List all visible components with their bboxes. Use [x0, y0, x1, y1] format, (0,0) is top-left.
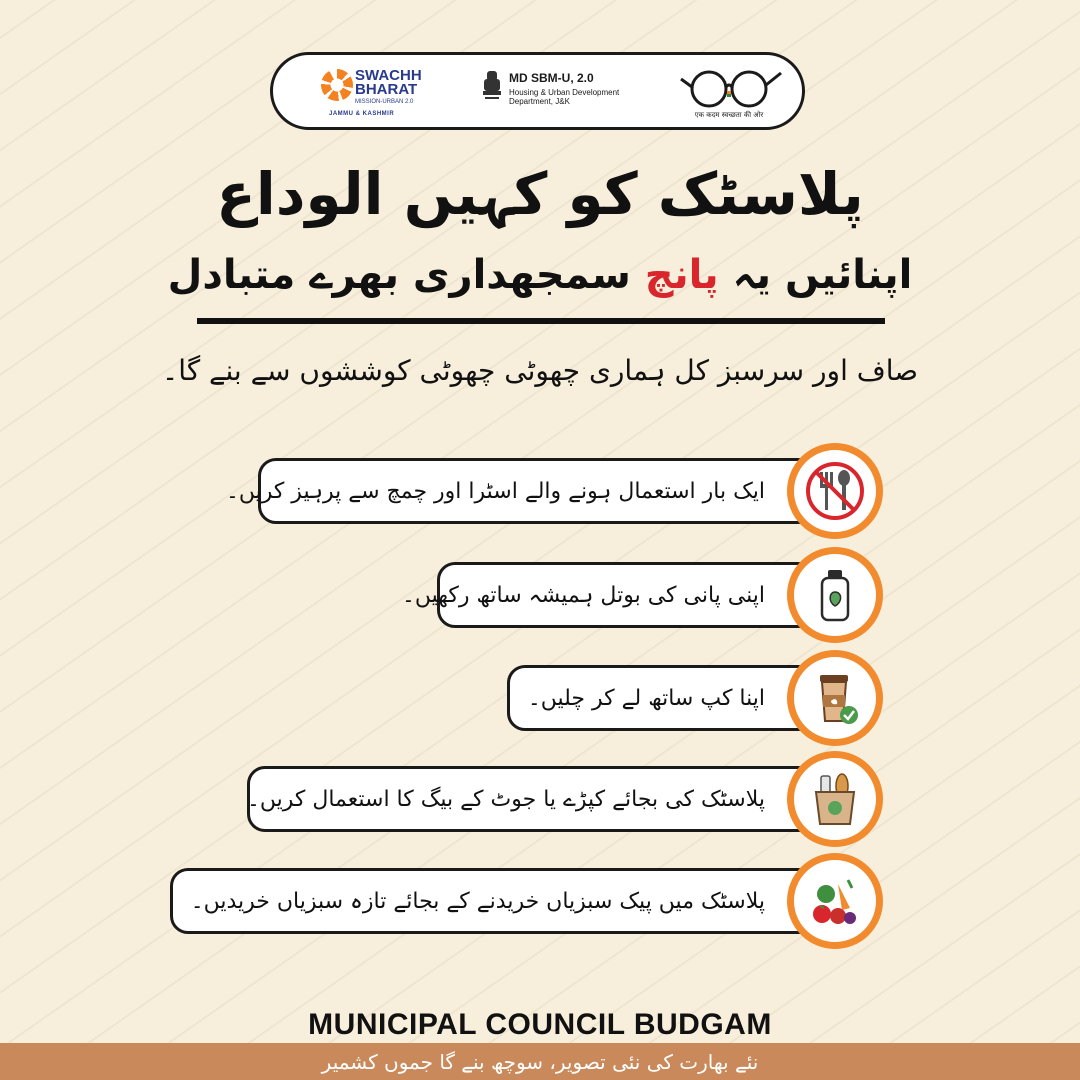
- tip-item: [402, 562, 816, 628]
- page-subtitle: [0, 252, 1080, 298]
- water-bottle-icon: [787, 547, 883, 643]
- subtitle-before: اپنائیں یہ: [732, 252, 913, 298]
- intro-text: صاف اور سرسبز کل ہماری چھوٹی چھوٹی کوششوں سے بنے گا۔: [161, 354, 919, 387]
- tip-item: [507, 665, 816, 731]
- tip-text: پلاسٹک کی بجائے کپڑے یا جوٹ کے بیگ کا استعمال کریں۔: [246, 786, 765, 812]
- tip-text: پلاسٹک میں پیک سبزیاں خریدنے کے بجائے تازہ سبزیاں خریدیں۔: [190, 888, 765, 914]
- tip-item: [225, 458, 816, 524]
- sbm-logo-text: [355, 69, 425, 97]
- swachh-bharat-tagline: एक कदम स्वच्छता की ओर: [694, 111, 764, 119]
- subtitle-highlight: پانچ: [644, 252, 719, 298]
- tip-text: اپنی پانی کی بوتل ہمیشہ ساتھ رکھیں۔: [402, 582, 765, 608]
- tip-item: [247, 766, 816, 832]
- title-divider: [197, 318, 885, 324]
- tip-item: [170, 868, 816, 934]
- tip-text: ایک بار استعمال ہونے والے اسٹرا اور چمچ سے پرہیز کریں۔: [225, 478, 765, 504]
- page-title: پلاسٹک کو کہیں الوداع: [216, 160, 864, 228]
- footer-tagline: نئے بھارت کی نئی تصویر، سوچھ بنے گا جموں کشمیر: [321, 1049, 759, 1074]
- footer-title: MUNICIPAL COUNCIL BUDGAM: [308, 1008, 772, 1041]
- sbm-subtitle: MISSION-URBAN 2.0: [355, 99, 414, 105]
- subtitle-after: سمجھداری بھرے متبادل: [167, 252, 631, 298]
- footer-band: [0, 1043, 1080, 1080]
- md-sbm-subtitle: Housing & Urban Development Department, J&K: [509, 88, 620, 106]
- sbm-line2: BHARAT: [355, 81, 418, 98]
- swachh-bharat-mission-logo: [321, 69, 353, 101]
- state-emblem-icon: [481, 69, 503, 105]
- fresh-vegetables-icon: [787, 853, 883, 949]
- sbm-region: JAMMU & KASHMIR: [329, 111, 395, 117]
- swachh-bharat-glasses-logo: [673, 65, 793, 111]
- no-cutlery-icon: [787, 443, 883, 539]
- cloth-bag-icon: [787, 751, 883, 847]
- tip-text: اپنا کپ ساتھ لے کر چلیں۔: [527, 685, 765, 711]
- logo-bar: [270, 52, 805, 130]
- md-sbm-title: MD SBM-U, 2.0: [509, 71, 594, 85]
- reusable-cup-icon: [787, 650, 883, 746]
- sbm-line1: SWACHH: [355, 67, 422, 84]
